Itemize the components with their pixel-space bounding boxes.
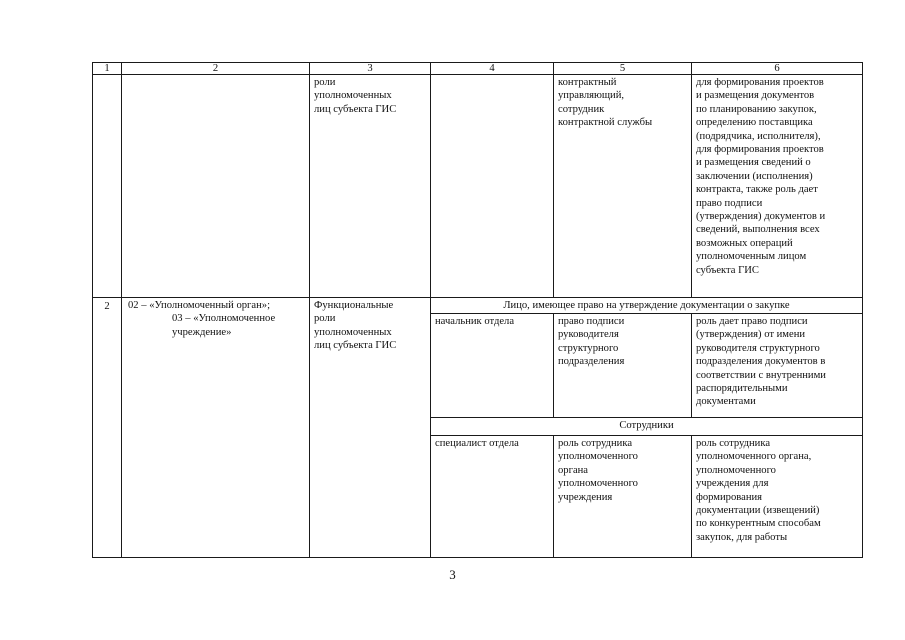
approver-role-line: право подписи: [558, 316, 625, 327]
cont-role-line: контрактный: [558, 77, 617, 88]
org-line: учреждение»: [172, 326, 232, 338]
cont-desc-line: (подрядчика, исполнителя),: [696, 130, 821, 142]
cont-role-cell: [554, 75, 692, 298]
approver-desc-line: (утверждения) от имени: [696, 329, 806, 341]
staff-desc-line: закупок, для работы: [696, 531, 788, 543]
header-cell-1: 1: [93, 63, 122, 75]
approver-role-cell: [554, 314, 692, 418]
roles-table: [92, 62, 863, 558]
cont-roles-cell: [310, 75, 431, 298]
cont-desc-line: возможных операций: [696, 237, 793, 249]
staff-desc-cell: [692, 436, 863, 558]
header-cell-5: 5: [554, 63, 692, 75]
page-number: 3: [449, 567, 456, 582]
staff-desc-line: уполномоченного органа,: [696, 451, 812, 463]
staff-role-line: роль сотрудника: [558, 438, 633, 449]
approver-desc-line: подразделения документов в: [696, 356, 826, 368]
cont-desc-line: для формирования проектов: [696, 77, 824, 88]
roles-line: уполномоченных: [314, 326, 392, 338]
cont-desc-line: сведений, выполнения всех: [696, 224, 820, 236]
approver-position-cell: начальник отдела: [431, 314, 554, 418]
cont-desc-line: по планированию закупок,: [696, 103, 817, 115]
approver-desc-line: распорядительными: [696, 383, 788, 395]
staff-position-cell: специалист отдела: [431, 436, 554, 558]
cont-desc-line: (утверждения) документов и: [696, 211, 826, 223]
staff-role-line: учреждения: [558, 491, 613, 503]
cont-position-cell: [431, 75, 554, 298]
approver-role-line: руководителя: [558, 329, 619, 341]
approver-desc-line: роль дает право подписи: [696, 316, 808, 327]
cont-roles-line: уполномоченных: [314, 90, 392, 102]
cont-desc-line: право подписи: [696, 197, 763, 209]
staff-desc-line: по конкурентным способам: [696, 518, 821, 530]
approver-role-line: структурного: [558, 342, 619, 354]
staff-role-cell: [554, 436, 692, 558]
row-2-roles-cell: [310, 298, 431, 558]
staff-desc-line: формирования: [696, 491, 763, 503]
approver-desc-line: соответствии с внутренними: [696, 369, 826, 381]
staff-role-line: органа: [558, 464, 589, 476]
section-staff-heading: Сотрудники: [431, 418, 863, 436]
cont-role-line: управляющий,: [558, 90, 625, 102]
header-cell-3: 3: [310, 63, 431, 75]
approver-desc-line: документами: [696, 396, 756, 408]
staff-desc-line: роль сотрудника: [696, 438, 771, 449]
org-line: 03 – «Уполномоченное: [172, 313, 276, 325]
continuation-row: [93, 75, 863, 298]
cont-desc-line: контракта, также роль дает: [696, 184, 818, 196]
cont-role-line: контрактной службы: [558, 117, 653, 129]
header-cell-2: 2: [122, 63, 310, 75]
row-2-number-cell: 2: [93, 298, 122, 558]
approver-role-line: подразделения: [558, 356, 625, 368]
staff-desc-line: уполномоченного: [696, 464, 776, 476]
approver-desc-line: руководителя структурного: [696, 342, 820, 354]
staff-desc-line: документации (извещений): [696, 505, 820, 517]
section-approver-heading: Лицо, имеющее право на утверждение документации о закупке: [431, 298, 863, 314]
staff-role-line: уполномоченного: [558, 451, 638, 463]
cont-desc-cell: [692, 75, 863, 298]
cont-desc-line: субъекта ГИС: [696, 264, 759, 276]
cont-desc-line: для формирования проектов: [696, 144, 824, 156]
header-cell-6: 6: [692, 63, 863, 75]
cont-role-line: сотрудник: [558, 103, 605, 115]
cont-desc-line: и размещения сведений о: [696, 157, 811, 169]
row-2-section-approver: [93, 298, 863, 314]
roles-line: Функциональные: [314, 300, 394, 311]
row-2-org-cell: [122, 298, 310, 558]
cont-roles-line: роли: [314, 77, 336, 88]
cont-org-cell: [122, 75, 310, 298]
header-row: [93, 63, 863, 75]
roles-line: роли: [314, 313, 336, 325]
header-cell-4: 4: [431, 63, 554, 75]
cont-desc-line: определению поставщика: [696, 117, 813, 129]
cont-desc-line: заключении (исполнения): [696, 170, 813, 182]
org-line: 02 – «Уполномоченный орган»;: [128, 300, 271, 311]
cont-num-cell: [93, 75, 122, 298]
cont-roles-line: лиц субъекта ГИС: [314, 103, 397, 115]
staff-desc-line: учреждения для: [696, 478, 769, 490]
roles-line: лиц субъекта ГИС: [314, 340, 397, 352]
cont-desc-line: и размещения документов: [696, 90, 815, 102]
staff-role-line: уполномоченного: [558, 478, 638, 490]
cont-desc-line: уполномоченным лицом: [696, 251, 807, 263]
approver-desc-cell: [692, 314, 863, 418]
